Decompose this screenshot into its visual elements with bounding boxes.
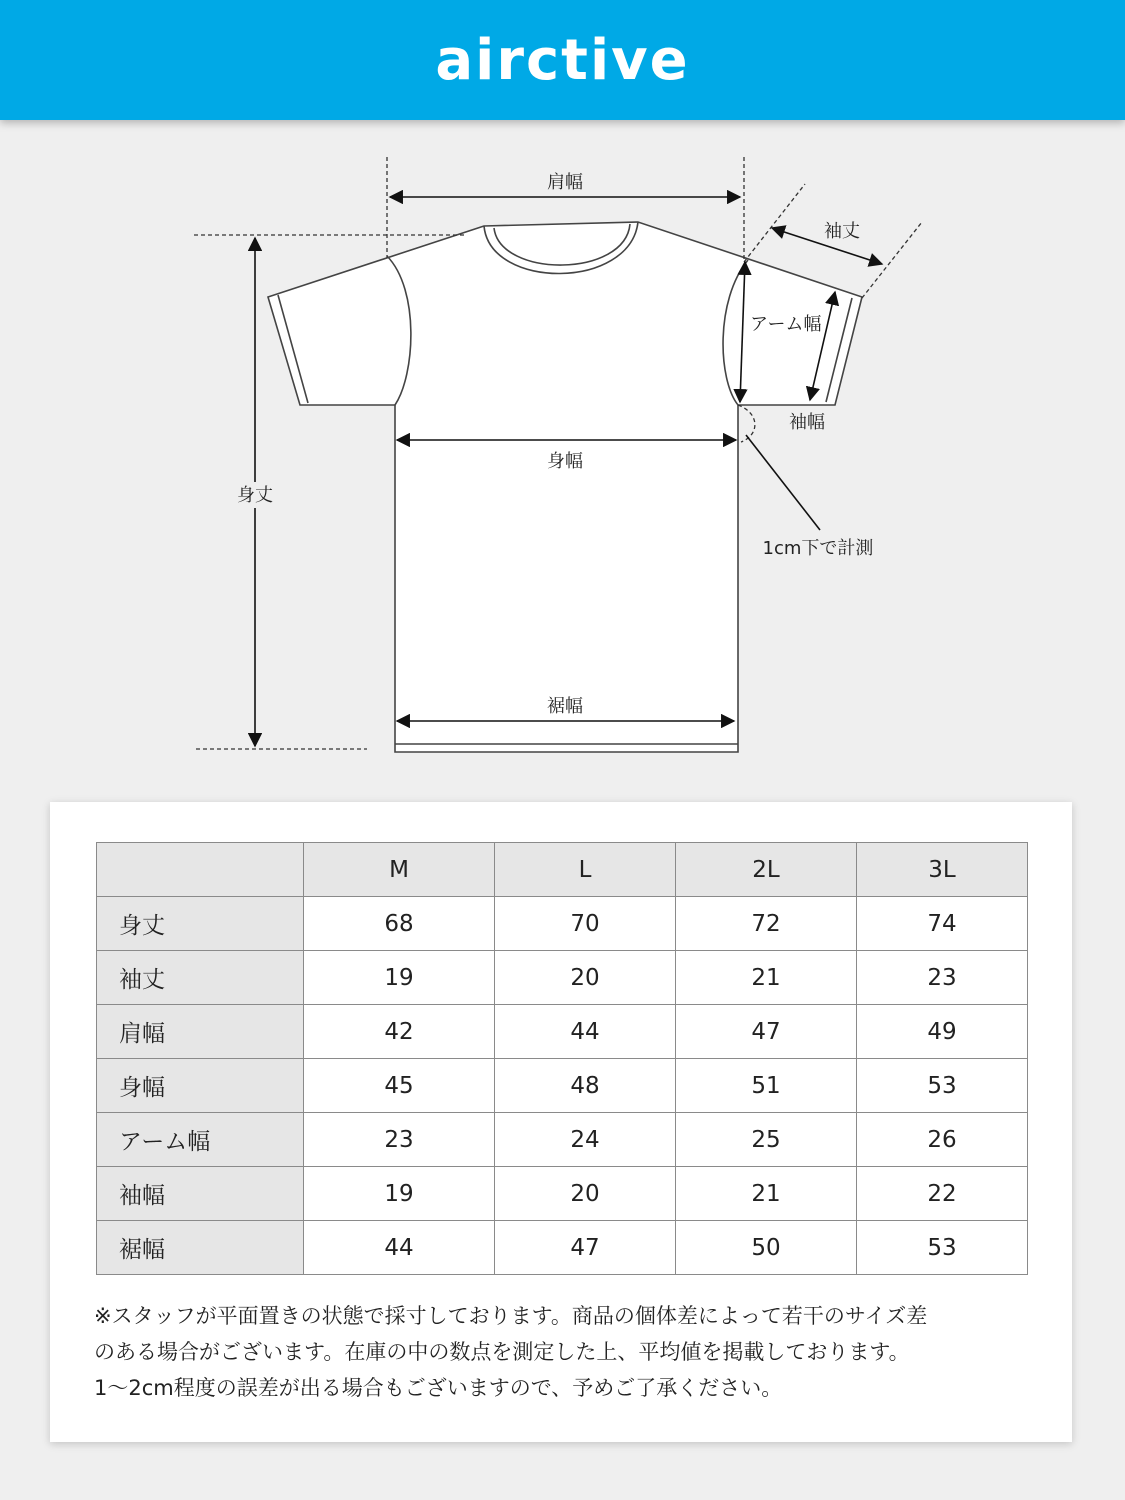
table-row [97, 1221, 1028, 1275]
table-cell: 51 [676, 1059, 857, 1113]
size-header-3l: 3L [857, 843, 1028, 897]
table-cell: 23 [857, 951, 1028, 1005]
table-cell: 19 [304, 1167, 495, 1221]
tshirt-outline [268, 222, 862, 752]
row-label: 袖幅 [97, 1167, 304, 1221]
table-cell: 20 [495, 1167, 676, 1221]
table-row [97, 1113, 1028, 1167]
sleeve-width-label: 袖幅 [789, 412, 825, 433]
brand-header [0, 0, 1125, 120]
table-cell: 24 [495, 1113, 676, 1167]
table-cell: 53 [857, 1221, 1028, 1275]
table-cell: 20 [495, 951, 676, 1005]
size-header-m: M [304, 843, 495, 897]
sleeve-length-label: 袖丈 [824, 221, 860, 242]
table-cell: 19 [304, 951, 495, 1005]
table-cell: 48 [495, 1059, 676, 1113]
size-header-2l: 2L [676, 843, 857, 897]
measure-1cm-below-note: 1cm下で計測 [762, 538, 874, 559]
table-row [97, 1059, 1028, 1113]
size-header-l: L [495, 843, 676, 897]
table-cell: 49 [857, 1005, 1028, 1059]
table-cell: 45 [304, 1059, 495, 1113]
header-corner [97, 843, 304, 897]
measurement-disclaimer [94, 1298, 1044, 1406]
table-cell: 25 [676, 1113, 857, 1167]
table-cell: 68 [304, 897, 495, 951]
table-cell: 47 [676, 1005, 857, 1059]
table-cell: 21 [676, 951, 857, 1005]
table-cell: 26 [857, 1113, 1028, 1167]
table-row [97, 897, 1028, 951]
hem-width-label: 裾幅 [547, 696, 583, 717]
disclaimer-line-3: 1〜2cm程度の誤差が出る場合もございますので、予めご了承ください。 [94, 1376, 783, 1400]
table-row [97, 1167, 1028, 1221]
row-label: 身丈 [97, 897, 304, 951]
body-width-label: 身幅 [547, 451, 583, 472]
row-label: 身幅 [97, 1059, 304, 1113]
tshirt-measurement-diagram [0, 140, 1125, 780]
row-label: アーム幅 [97, 1113, 304, 1167]
table-cell: 72 [676, 897, 857, 951]
brand-logo: airctive [435, 27, 690, 93]
table-cell: 23 [304, 1113, 495, 1167]
arm-width-label-1: アーム幅 [750, 314, 822, 335]
table-row [97, 1005, 1028, 1059]
row-label: 肩幅 [97, 1005, 304, 1059]
table-row [97, 951, 1028, 1005]
row-label: 袖丈 [97, 951, 304, 1005]
size-chart-card [50, 802, 1072, 1442]
size-table [96, 842, 1028, 1275]
row-label: 裾幅 [97, 1221, 304, 1275]
table-cell: 50 [676, 1221, 857, 1275]
table-cell: 74 [857, 897, 1028, 951]
size-header-row [97, 843, 1028, 897]
table-cell: 42 [304, 1005, 495, 1059]
note-leader-line [746, 435, 820, 530]
table-cell: 44 [495, 1005, 676, 1059]
table-cell: 70 [495, 897, 676, 951]
table-cell: 47 [495, 1221, 676, 1275]
disclaimer-line-1: ※スタッフが平面置きの状態で採寸しております。商品の個体差によって若干のサイズ差 [94, 1304, 928, 1328]
table-cell: 53 [857, 1059, 1028, 1113]
table-cell: 44 [304, 1221, 495, 1275]
table-cell: 21 [676, 1167, 857, 1221]
disclaimer-line-2: のある場合がございます。在庫の中の数点を測定した上、平均値を掲載しております。 [94, 1340, 910, 1364]
shoulder-label: 肩幅 [547, 172, 583, 193]
table-cell: 22 [857, 1167, 1028, 1221]
body-length-label: 身丈 [237, 485, 273, 506]
